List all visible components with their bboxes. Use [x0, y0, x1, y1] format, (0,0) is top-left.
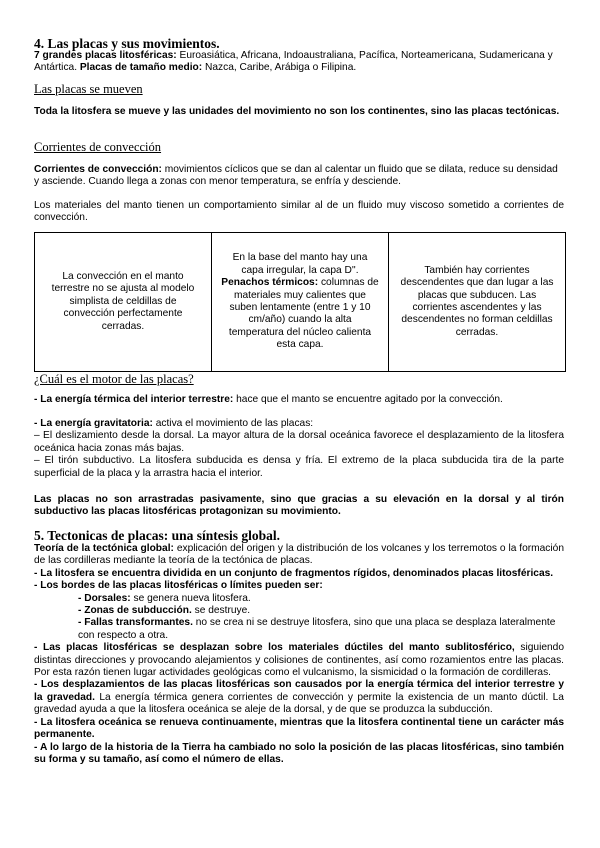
subtitle-convection: Corrientes de convección [34, 140, 162, 154]
list-item: Teoría de la tectónica global: explicación del origen y la distribución de los volcanes y los terremotos o la formación de las cordilleras mediante la teoría de la tectónica de placas. [34, 543, 564, 567]
convection-definition: Corrientes de convección: movimientos cíclicos que se dan al calentar un fluido que se dilata, reduce su densidad y asciende. Cuando llega a zonas con menor temperatura, se enfría y desciende. [34, 164, 558, 188]
section-5-title: 5. Tectonicas de placas: una síntesis global. [34, 528, 281, 543]
motor-conclusion: Las placas no son arrastradas pasivamente, sino que gracias a su elevación en la dorsal y al tirón subductivo las placas litosféricas protagonizan su movimiento. [34, 494, 564, 518]
subtitle-plate-motor: ¿Cuál es el motor de las placas? [34, 372, 194, 386]
list-item: – El deslizamiento desde la dorsal. La mayor altura de la dorsal oceánica favorece el desplazamiento de la litosfera oceánica hacia zonas más bajas. [34, 430, 564, 454]
list-item: - A lo largo de la historia de la Tierra ha cambiado no solo la posición de las placas litosféricas, sino también su forma y su tamaño, así como el número de ellas. [34, 741, 564, 765]
section-4-title: 4. Las placas y sus movimientos. [34, 36, 220, 51]
list-item: – El tirón subductivo. La litosfera subducida es densa y fría. El extremo de la placa subducida tira de la parte superficial de la placa y la arrastra hacia el interior. [34, 455, 564, 479]
list-item: - Los bordes de las placas litosféricas o límites pueden ser: [34, 580, 323, 592]
table-row [35, 233, 566, 372]
table-cell-1: La convección en el manto terrestre no se ajusta al modelo simplista de celdillas de convección perfectamente cerradas. [35, 233, 212, 372]
list-item: - Los desplazamientos de las placas litosféricas son causados por la energía térmica del interior terrestre y la gravedad. La energía térmica genera corrientes de convección y permite la existencia de un manto dúctil. La gravedad ayuda a que la litosfera oceánica se aleje de la dorsal, y de que se produzca la subducción. [34, 679, 564, 716]
subtitle-plates-move: Las placas se mueven [34, 82, 143, 96]
list-item: - La litosfera se encuentra dividida en un conjunto de fragmentos rígidos, denominados placas litosféricas. [34, 567, 554, 579]
plates-move-text: Toda la litosfera se mueve y las unidades del movimiento no son los continentes, sino las placas tectónicas. [34, 106, 560, 117]
mantle-behaviour: Los materiales del manto tienen un comportamiento similar al de un fluido muy viscoso sometido a corrientes de convección. [34, 200, 564, 224]
list-item: - Las placas litosféricas se desplazan sobre los materiales dúctiles del manto sublitosférico, siguiendo distintas direcciones y provocando alejamientos y colisiones de continentes, así como rozamientos entre las placas. Por esta razón tienen lugar actividades geológicas como el vulcanismo, la sismicidad o la formación de cordilleras. [34, 642, 565, 679]
plates-intro: 7 grandes placas litosféricas: Euroasiática, Africana, Indoaustraliana, Pacífica, Norteamericana, Sudamericana y Antártica. Placas de tamaño medio: Nazca, Caribe, Arábiga o Filipina. [34, 50, 553, 74]
convection-table [34, 232, 566, 372]
motor-thermal-energy: - La energía térmica del interior terrestre: hace que el manto se encuentre agitado por la convección. [34, 394, 503, 405]
list-item: - Fallas transformantes. no se crea ni se destruye litosfera, sino que una placa se desplaza lateralmente con respecto a otra. [78, 617, 556, 641]
table-cell-2: En la base del manto hay una capa irregular, la capa D''. Penachos térmicos: columnas de materiales muy calientes que suben lentamente (entre 1 y 10 cm/año) cuando la alta temperatura del núcleo calienta esta capa. [212, 233, 389, 372]
section-5-body [34, 543, 564, 766]
table-cell-3: También hay corrientes descendentes que dan lugar a las placas que subducen. Las corrientes ascendentes y las descendentes no forman celdillas cerradas. [389, 233, 566, 372]
list-item: - Dorsales: se genera nueva litosfera. [78, 592, 251, 604]
list-item: - La litosfera oceánica se renueva continuamente, mientras que la litosfera continental tiene un carácter más permanente. [34, 716, 564, 741]
motor-gravitational-energy: - La energía gravitatoria: activa el movimiento de las placas: – El deslizamiento desde la dorsal. La mayor altura de la dorsal oceánica favorece el desplazamiento de la litosfera oceánica hacia zonas más bajas. – El tirón subductivo. La litosfera subducida es densa y fría. El extremo de la placa subducida tira de la parte superficial de la placa y la arrastra hacia el interior. [34, 418, 564, 479]
list-item: - Zonas de subducción. se destruye. [78, 605, 251, 617]
